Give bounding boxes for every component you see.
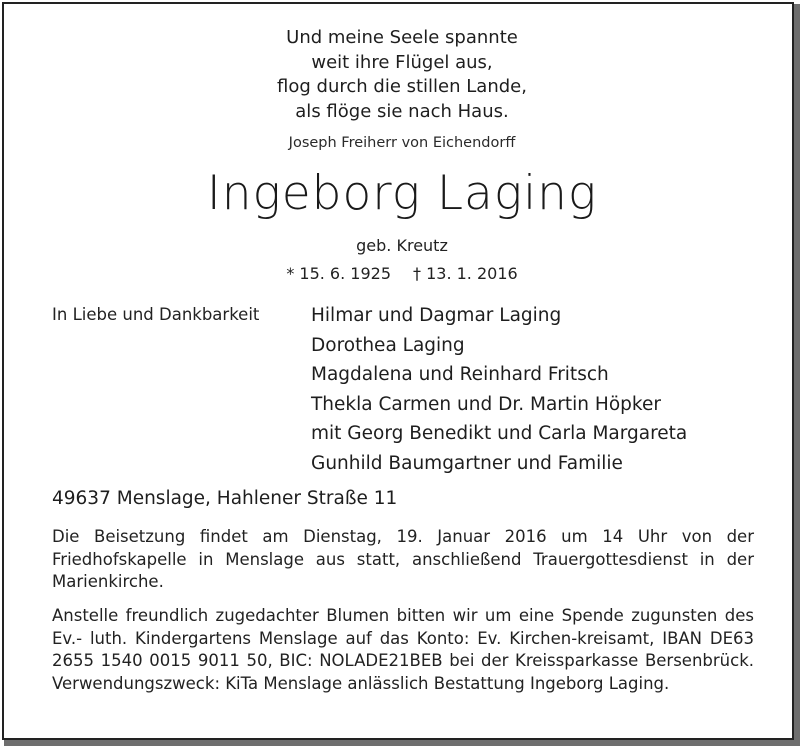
mourners-list (311, 301, 687, 478)
mourner-name: Dorothea Laging (311, 334, 465, 356)
family-address: 49637 Menslage, Hahlener Straße 11 (52, 488, 398, 509)
birth-name: geb. Kreutz (356, 236, 448, 255)
frame-shadow-bottom (4, 740, 800, 746)
poem-line: weit ihre Flügel aus, (311, 51, 493, 73)
life-dates (4, 264, 800, 283)
poem-author: Joseph Freiherr von Eichendorff (288, 135, 516, 151)
obituary-frame (2, 2, 794, 740)
death-date: † 13. 1. 2016 (413, 264, 518, 283)
poem-line: Und meine Seele spannte (286, 27, 518, 48)
mourner-name: Hilmar und Dagmar Laging (311, 305, 562, 326)
mourner-name: Thekla Carmen und Dr. Martin Höpker (311, 393, 661, 415)
funeral-notice: Die Beisetzung findet am Dienstag, 19. Januar 2016 um 14 Uhr von der Friedhofskapelle in Menslage aus statt, anschließend Trauergottesdienst in der Marienkirche. (52, 527, 754, 591)
birth-date: * 15. 6. 1925 (286, 264, 391, 283)
mourners-intro: In Liebe und Dankbarkeit (52, 305, 260, 324)
poem-line: flog durch die stillen Lande, (277, 76, 527, 97)
mourner-name: mit Georg Benedikt und Carla Margareta (311, 423, 688, 444)
donation-notice: Anstelle freundlich zugedachter Blumen bitten wir um eine Spende zugunsten des Ev.- luth. Kindergartens Menslage auf das Konto: Ev. Kirchen-kreisamt, IBAN DE63 2655 1540 0015 9011 50, BIC: NOLADE21BEB bei der Kreissparkasse Bersenbrück. Verwendungszweck: KiTa Menslage anlässlich Bestattung Ingeborg Laging. (52, 606, 754, 693)
mourner-name: Magdalena und Reinhard Fritsch (311, 364, 609, 385)
poem (4, 26, 800, 124)
mourner-name: Gunhild Baumgartner und Familie (311, 452, 623, 474)
poem-line: als flöge sie nach Haus. (295, 100, 509, 122)
deceased-name: Ingeborg Laging (206, 166, 598, 221)
